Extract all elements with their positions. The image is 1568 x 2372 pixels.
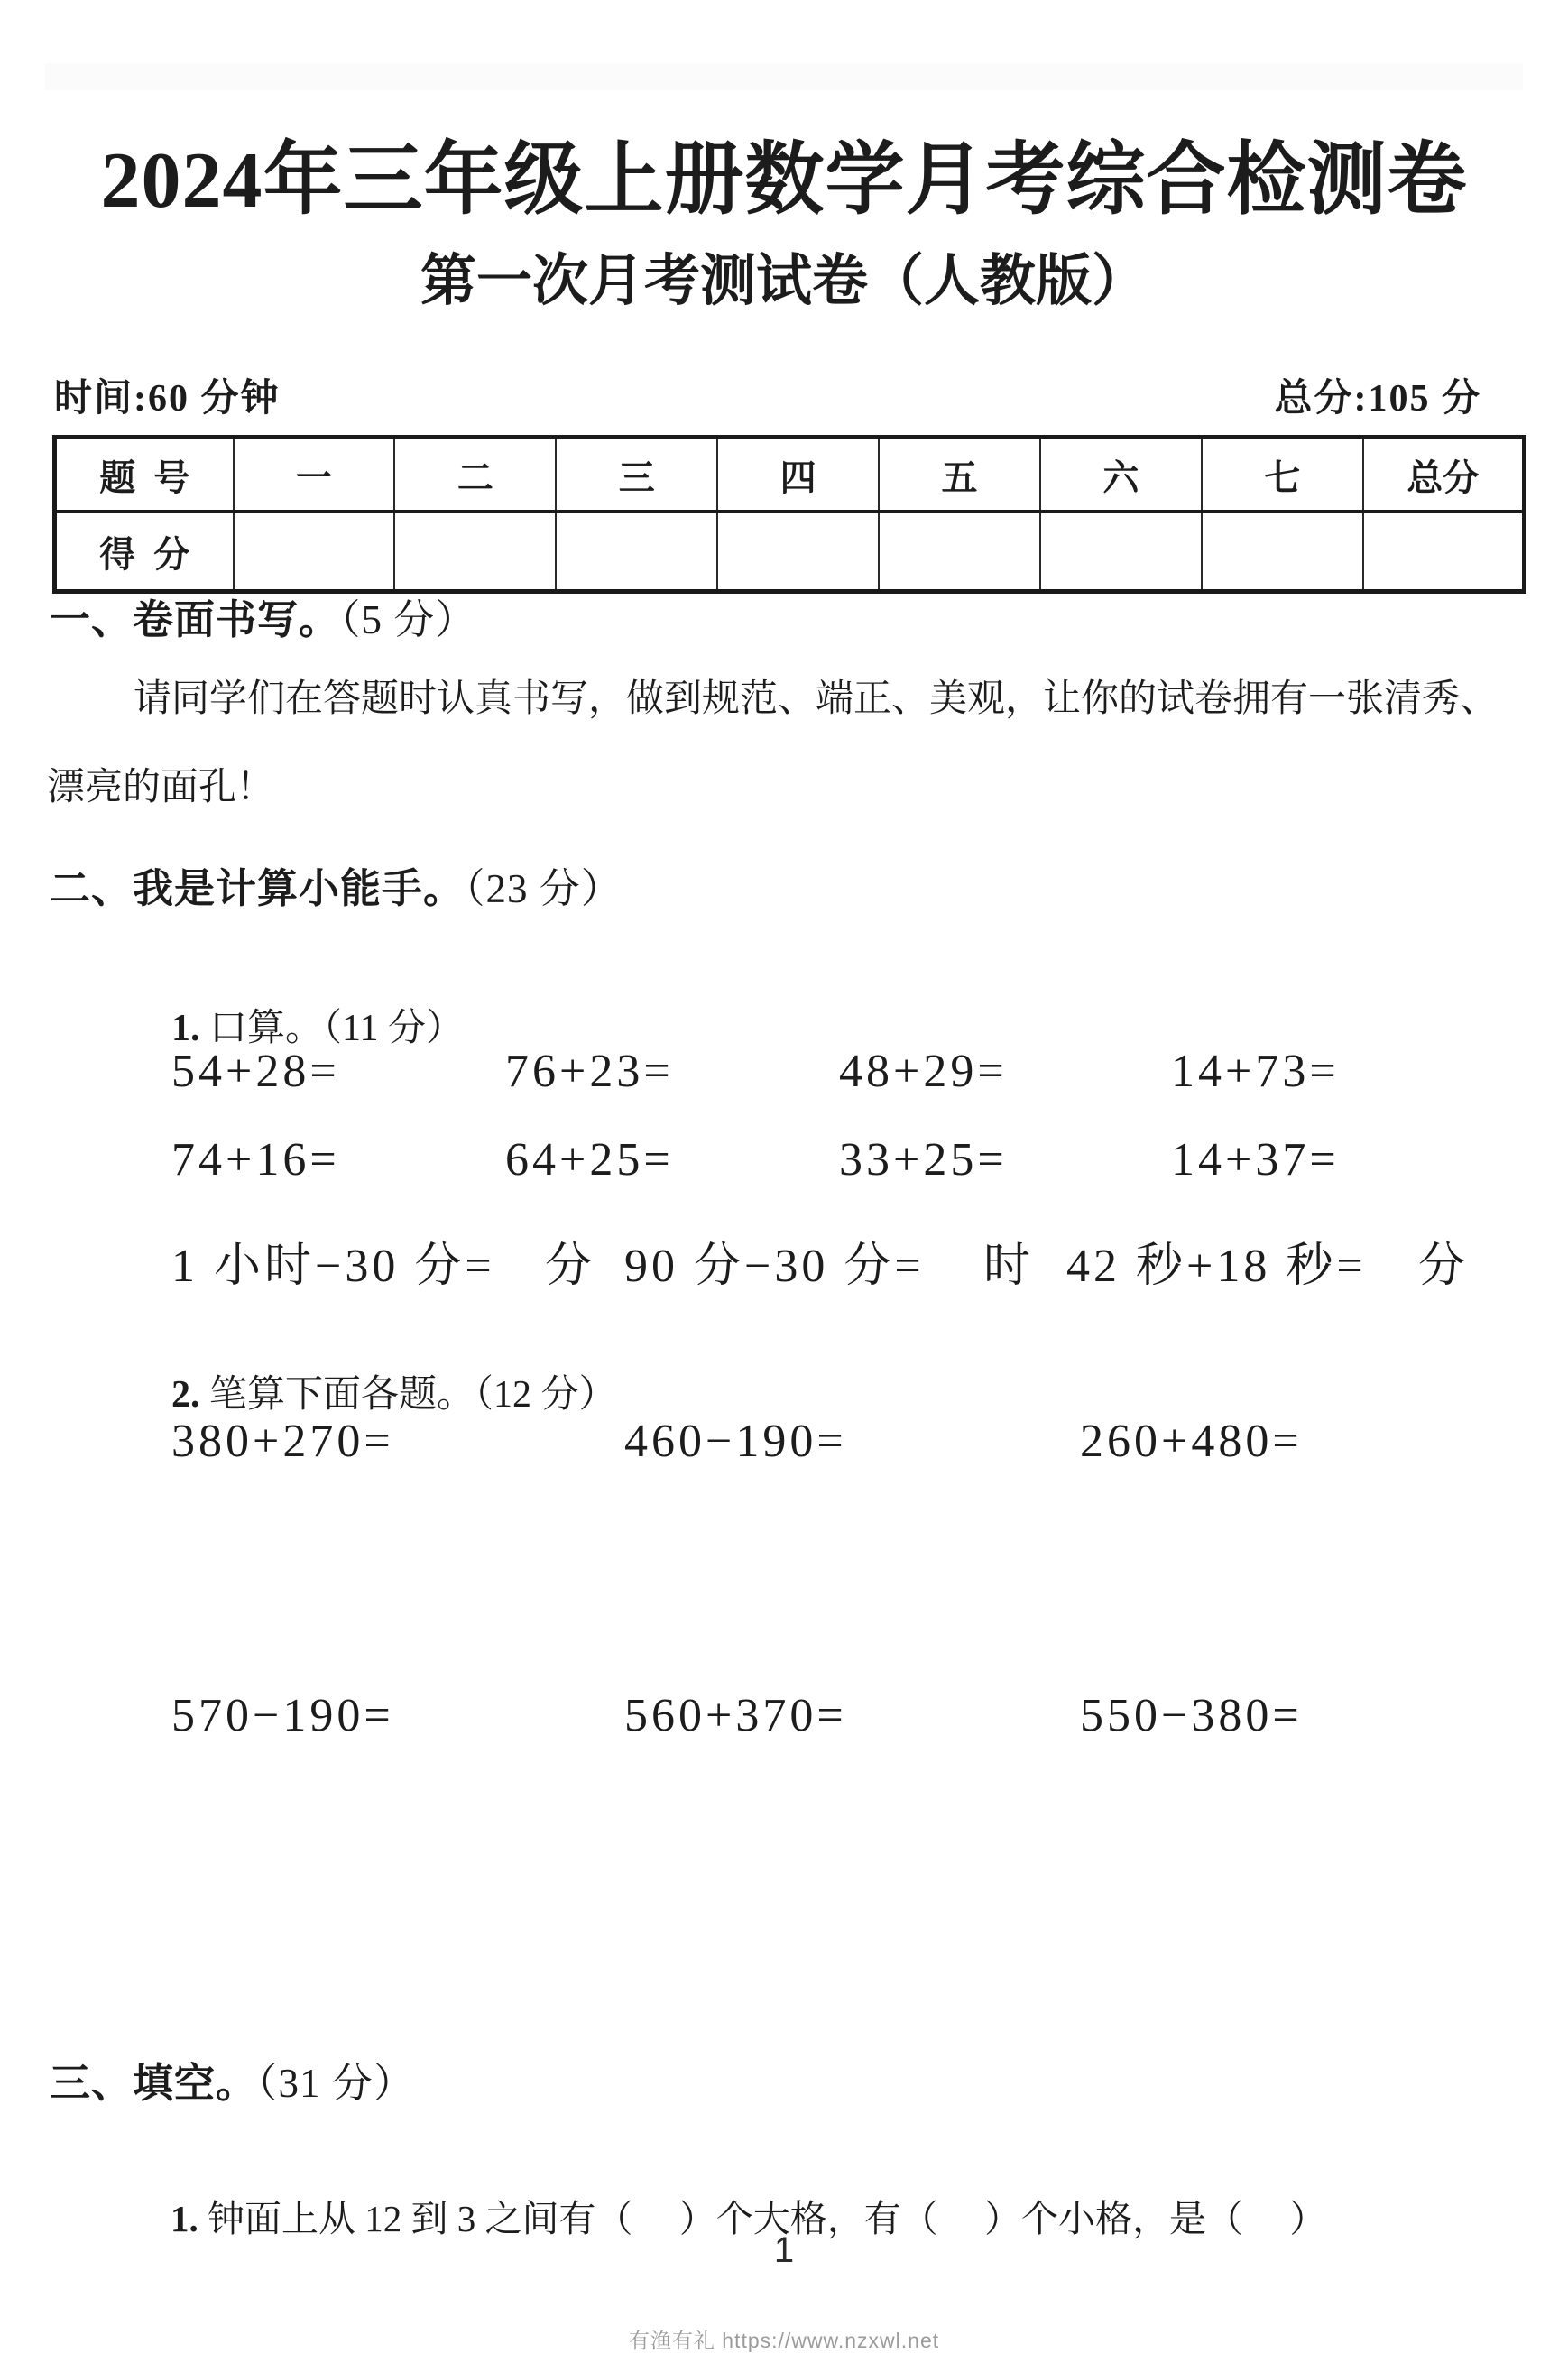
equation: 76+23= <box>505 1046 674 1097</box>
section1-paragraph-line1: 请同学们在答题时认真书写，做到规范、端正、美观，让你的试卷拥有一张清秀、 <box>134 678 1499 720</box>
equation: 570−190= <box>171 1690 394 1741</box>
section1-heading <box>50 586 476 645</box>
oral-calc-row-1 <box>0 1045 1568 1103</box>
question-text: 笔算下面各题。（12 分） <box>199 1374 617 1416</box>
time-limit-label: 时间:60 分钟 <box>54 378 281 420</box>
col-header-6: 六 <box>1040 438 1202 512</box>
col-header-total: 总分 <box>1363 438 1525 512</box>
equation: 14+73= <box>1171 1046 1340 1097</box>
question-number: 2. <box>171 1374 200 1416</box>
section1-score: （5 分） <box>340 597 477 642</box>
equation: 48+29= <box>839 1046 1008 1097</box>
score-cell-empty <box>234 512 395 592</box>
col-header-3: 三 <box>556 438 717 512</box>
equation: 90 分−30 分= <box>624 1241 925 1292</box>
equation: 380+270= <box>171 1416 394 1467</box>
col-header-2: 二 <box>394 438 556 512</box>
exam-info-row <box>54 368 1481 422</box>
question-text: 钟面上从 12 到 3 之间有（ ）个大格，有（ ）个小格，是（ ） <box>198 2198 1327 2239</box>
score-table-header-row <box>55 438 1525 512</box>
page-number: 1 <box>773 2230 795 2270</box>
score-cell-empty <box>1202 512 1363 592</box>
page-title: 2024年三年级上册数学月考综合检测卷 <box>100 137 1468 225</box>
score-table-value-row <box>55 512 1525 592</box>
question-number: 1. <box>171 2198 198 2239</box>
section3-score: （31 分） <box>257 2061 415 2106</box>
written-calc-row-1 <box>0 1415 1568 1472</box>
col-header-7: 七 <box>1202 438 1363 512</box>
site-watermark: 有渔有礼 https://www.nzxwl.net <box>628 2329 940 2352</box>
question-number: 1. <box>171 1008 200 1049</box>
equation: 54+28= <box>171 1046 340 1097</box>
equation: 460−190= <box>624 1416 847 1467</box>
equation: 260+480= <box>1080 1416 1303 1467</box>
score-cell-empty <box>556 512 717 592</box>
equation: 74+16= <box>171 1134 340 1186</box>
written-calc-row-2 <box>0 1689 1568 1747</box>
equation: 550−380= <box>1080 1690 1303 1741</box>
score-cell-empty <box>879 512 1040 592</box>
equation: 64+25= <box>505 1134 674 1186</box>
unit-blank-label: 分 <box>1418 1241 1470 1292</box>
score-cell-empty <box>1363 512 1525 592</box>
page-subtitle: 第一次月考测试卷（人教版） <box>420 251 1148 312</box>
equation: 42 秒+18 秒= <box>1066 1241 1367 1292</box>
equation: 560+370= <box>624 1690 847 1741</box>
col-header-5: 五 <box>879 438 1040 512</box>
section3-heading-text: 三、填空。 <box>50 2060 258 2106</box>
equation: 1 小时−30 分= <box>171 1241 495 1292</box>
score-cell-empty <box>1040 512 1202 592</box>
section1-heading-text: 一、卷面书写。 <box>50 596 341 642</box>
oral-calc-row-3 <box>0 1227 1568 1292</box>
unit-blank-label: 时 <box>983 1241 1035 1292</box>
section1-paragraph-line2: 漂亮的面孔！ <box>47 767 275 808</box>
score-cell-empty <box>717 512 879 592</box>
equation: 14+37= <box>1171 1134 1340 1186</box>
score-cell-empty <box>394 512 556 592</box>
section2-score: （23 分） <box>465 866 623 911</box>
scan-top-band <box>45 63 1523 90</box>
score-table <box>52 435 1526 594</box>
score-row-label: 得 分 <box>55 512 234 592</box>
equation: 33+25= <box>839 1134 1008 1186</box>
total-score-label: 总分:105 分 <box>1274 378 1481 420</box>
oral-calc-row-2 <box>0 1133 1568 1191</box>
section2-heading-text: 二、我是计算小能手。 <box>50 865 466 911</box>
unit-blank-label: 分 <box>545 1241 596 1292</box>
question-text: 口算。（11 分） <box>199 1008 464 1049</box>
section3-heading <box>50 2050 415 2109</box>
col-header-1: 一 <box>234 438 395 512</box>
section2-heading <box>50 855 623 914</box>
question-number-header: 题 号 <box>55 438 234 512</box>
col-header-4: 四 <box>717 438 879 512</box>
